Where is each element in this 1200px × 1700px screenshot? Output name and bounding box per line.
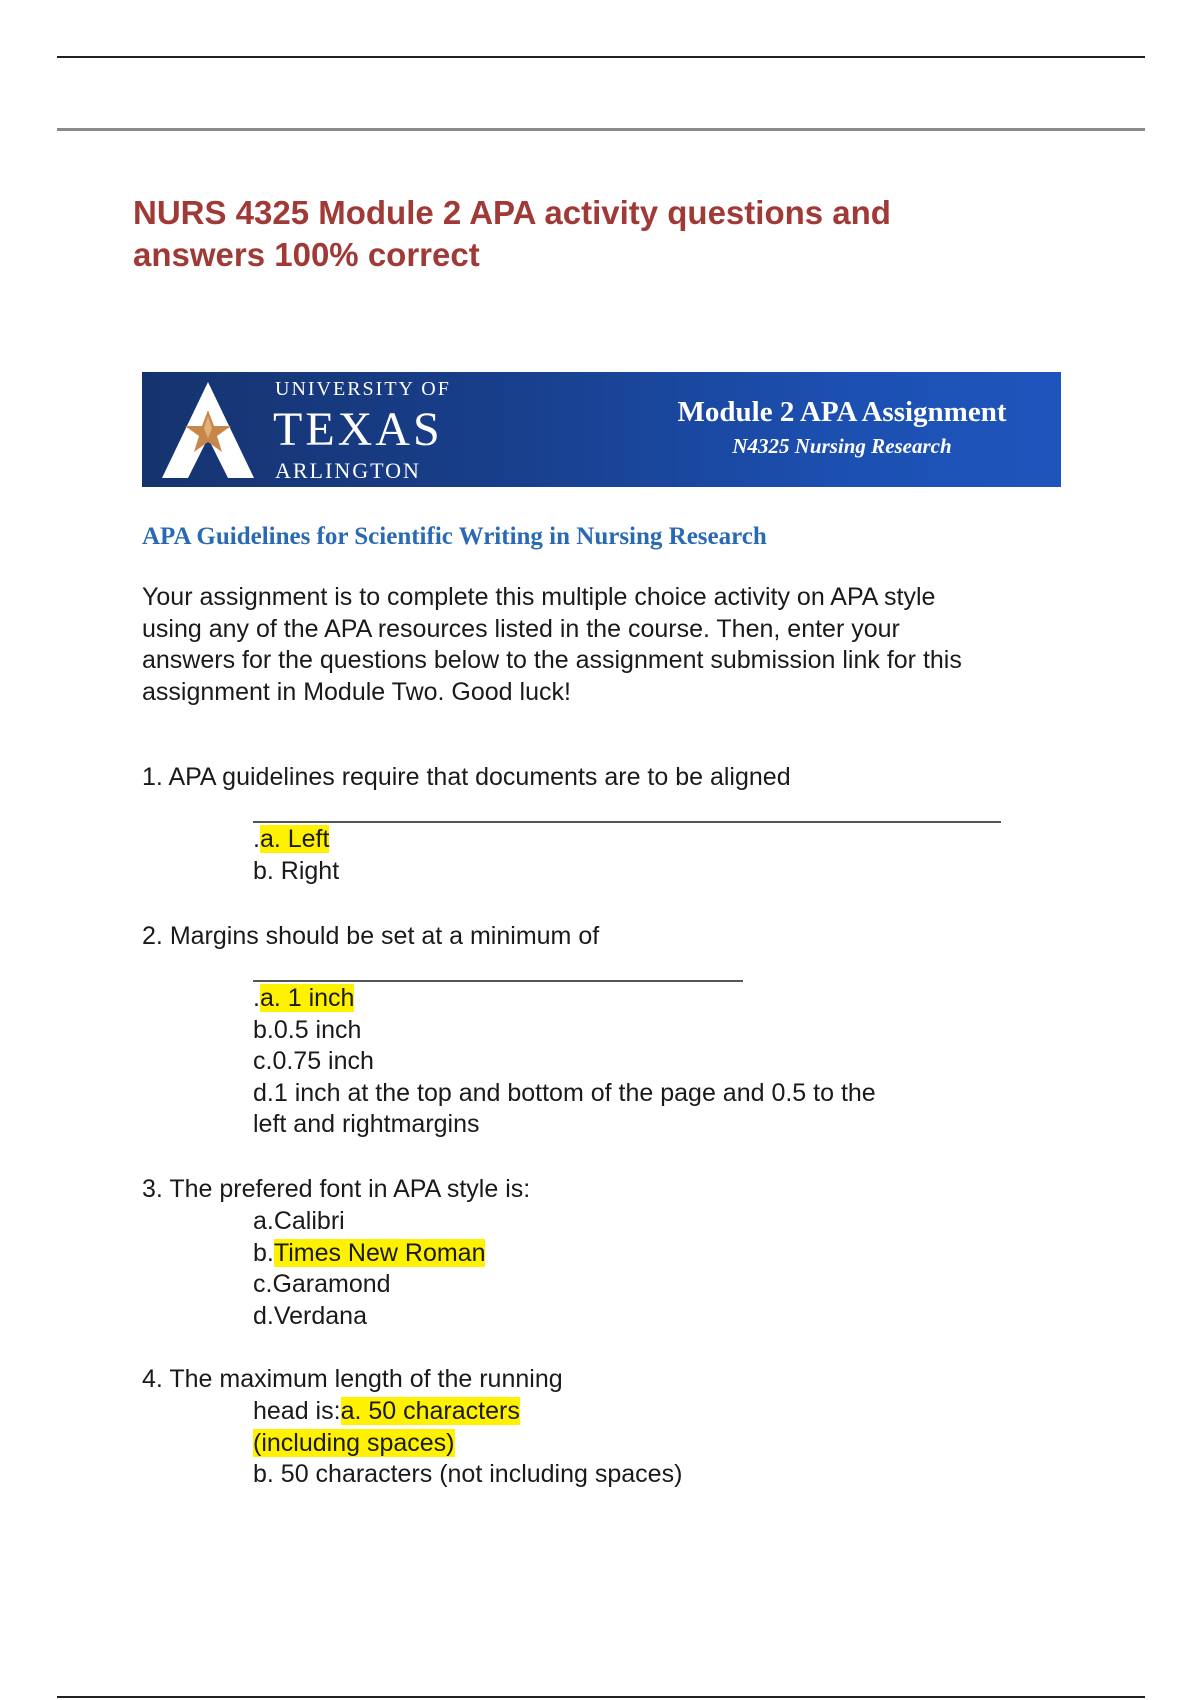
question-3-options [253, 1206, 485, 1332]
option-b: b.Times New Roman [253, 1238, 486, 1267]
option-b: b. 50 characters (not including spaces) [253, 1460, 683, 1488]
option-b: b. Right [253, 856, 340, 885]
question-4 [142, 1364, 563, 1396]
highlighted-answer: a. 1 inch [259, 984, 355, 1012]
highlighted-answer: a. 50 characters [340, 1397, 520, 1425]
question-number: 4. [142, 1365, 163, 1393]
option-a: .a. 1 inch [253, 984, 355, 1012]
question-1 [142, 762, 791, 794]
module-banner [142, 372, 1061, 487]
document-title-line-1: NURS 4325 Module 2 APA activity questions and [133, 194, 891, 231]
option-d: d.Verdana [253, 1301, 367, 1330]
highlighted-answer: a. Left [259, 825, 330, 853]
answer-blank-line [253, 821, 1001, 823]
assignment-title: Module 2 APA Assignment [677, 396, 1007, 428]
instruction-line: answers for the questions below to the assignment submission link for this [142, 646, 962, 674]
question-1-options [253, 824, 339, 887]
texas-text: TEXAS [273, 403, 443, 456]
question-number: 1. [142, 763, 163, 791]
option-a-continued [253, 1428, 682, 1460]
top-rule [57, 56, 1145, 58]
university-of-text: UNIVERSITY OF [275, 378, 451, 400]
option-d-continued: left and rightmargins [253, 1110, 480, 1138]
instruction-line: using any of the APA resources listed in the course. Then, enter your [142, 614, 900, 643]
arlington-text: ARLINGTON [275, 458, 421, 483]
question-2-options [253, 983, 876, 1141]
instruction-line: Your assignment is to complete this multiple choice activity on APA style [142, 583, 936, 611]
option-a: head is:a. 50 characters [253, 1397, 520, 1425]
question-2 [142, 921, 599, 953]
question-text: APA guidelines require that documents are to be aligned [168, 763, 791, 791]
header-rule [57, 128, 1145, 131]
uta-star-logo-icon [156, 380, 260, 480]
option-a: a.Calibri [253, 1207, 345, 1235]
assignment-instructions [142, 582, 1062, 708]
instruction-line: assignment in Module Two. Good luck! [142, 677, 571, 706]
highlighted-answer: (including spaces) [253, 1428, 455, 1457]
question-4-options [253, 1396, 682, 1491]
option-c: c.Garamond [253, 1270, 391, 1298]
answer-blank-line [253, 980, 743, 982]
question-text: Margins should be set at a minimum of [169, 922, 600, 950]
bottom-rule [57, 1696, 1145, 1698]
document-title-line-2: answers 100% correct [133, 236, 480, 273]
question-3 [142, 1174, 530, 1206]
question-text: The maximum length of the running [169, 1365, 563, 1393]
option-b: b.0.5 inch [253, 1015, 362, 1044]
option-d: d.1 inch at the top and bottom of the page and 0.5 to the [253, 1078, 876, 1107]
option-c: c.0.75 inch [253, 1047, 374, 1075]
question-number: 2. [142, 922, 163, 950]
question-text: The prefered font in APA style is: [169, 1175, 531, 1203]
question-number: 3. [142, 1175, 163, 1203]
highlighted-answer: Times New Roman [273, 1238, 486, 1267]
course-subtitle: N4325 Nursing Research [732, 434, 952, 458]
document-title [133, 192, 1033, 276]
option-a: .a. Left [253, 825, 330, 853]
guidelines-heading: APA Guidelines for Scientific Writing in Nursing Research [142, 523, 767, 550]
